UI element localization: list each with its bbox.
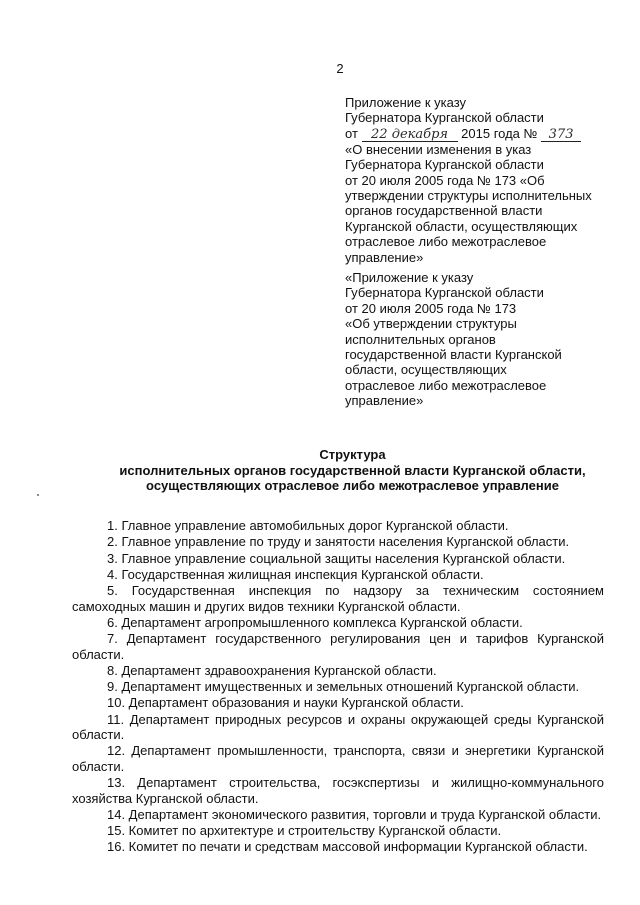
- appendix-line: Губернатора Курганской области: [345, 110, 544, 126]
- list-item: 7. Департамент государственного регулирования цен и тарифов Курганской области.: [72, 631, 604, 662]
- list-item: 10. Департамент образования и науки Курганской области.: [107, 695, 464, 711]
- appendix-quoted-line: «Приложение к указу: [345, 270, 474, 285]
- list-item: 3. Главное управление социальной защиты населения Курганской области.: [107, 550, 566, 566]
- list-item: 6. Департамент агропромышленного комплекса Курганской области.: [107, 614, 523, 630]
- page-number: 2: [336, 61, 344, 76]
- appendix-line: отраслевое либо межотраслевое: [345, 234, 547, 250]
- appendix-line: управление»: [345, 249, 424, 265]
- date-year: 2015 года №: [461, 125, 538, 141]
- appendix-line: Курганской области, осуществляющих: [345, 218, 578, 234]
- title-line: осуществляющих отраслевое либо межотраслевое управление: [146, 478, 559, 494]
- document-title: [60, 447, 640, 494]
- list-item: 1. Главное управление автомобильных дорог Курганской области.: [107, 518, 509, 533]
- appendix-quoted-line: области, осуществляющих: [345, 362, 507, 378]
- appendix-line: органов государственной власти: [345, 203, 543, 219]
- list-item: 2. Главное управление по труду и занятости населения Курганской области.: [107, 534, 570, 550]
- list-item: 14. Департамент экономического развития, торговли и труда Курганской области.: [107, 806, 602, 822]
- appendix-quoted-line: исполнительных органов: [345, 331, 496, 347]
- appendix-quoted-line: государственной власти Курганской: [345, 347, 562, 363]
- appendix-quoted-line: Губернатора Курганской области: [345, 285, 544, 301]
- appendix-line: «О внесении изменения в указ: [345, 141, 532, 157]
- appendix-header: [345, 95, 615, 265]
- appendix-date-line: [345, 126, 615, 142]
- title-line: исполнительных органов государственной власти Курганской области,: [119, 462, 586, 478]
- appendix-line: утверждении структуры исполнительных: [345, 188, 592, 204]
- date-prefix: от: [345, 125, 358, 141]
- list-item: 5. Государственная инспекция по надзору за техническим состоянием самоходных машин и других видов техники Курганской области.: [72, 583, 604, 614]
- appendix-line: Приложение к указу: [345, 95, 467, 110]
- handwritten-date: 22 декабря: [362, 128, 458, 142]
- appendix-line: Губернатора Курганской области: [345, 157, 544, 173]
- list-item: 8. Департамент здравоохранения Курганской области.: [107, 662, 437, 678]
- appendix-quoted: [345, 270, 615, 409]
- appendix-quoted-line: отраслевое либо межотраслевое: [345, 377, 547, 393]
- list-item: 11. Департамент природных ресурсов и охраны окружающей среды Курганской области.: [72, 711, 604, 743]
- list-item: 16. Комитет по печати и средствам массовой информации Курганской области.: [107, 839, 588, 855]
- appendix-quoted-line: «Об утверждении структуры: [345, 316, 517, 332]
- appendix-line: от 20 июля 2005 года № 173 «Об: [345, 172, 545, 188]
- list-item: 4. Государственная жилищная инспекция Курганской области.: [107, 566, 484, 582]
- title-line: Структура: [319, 447, 386, 462]
- list-item: 12. Департамент промышленности, транспорта, связи и энергетики Курганской области.: [72, 743, 604, 774]
- structure-list: [72, 518, 604, 856]
- appendix-quoted-line: от 20 июля 2005 года № 173: [345, 300, 517, 316]
- margin-mark: [37, 494, 39, 496]
- handwritten-number: 373: [541, 128, 581, 142]
- list-item: 13. Департамент строительства, госэкспертизы и жилищно-коммунального хозяйства Курганской области.: [72, 775, 604, 806]
- appendix-quoted-line: управление»: [345, 393, 424, 409]
- list-item: 15. Комитет по архитектуре и строительству Курганской области.: [107, 823, 502, 839]
- list-item: 9. Департамент имущественных и земельных отношений Курганской области.: [107, 679, 580, 695]
